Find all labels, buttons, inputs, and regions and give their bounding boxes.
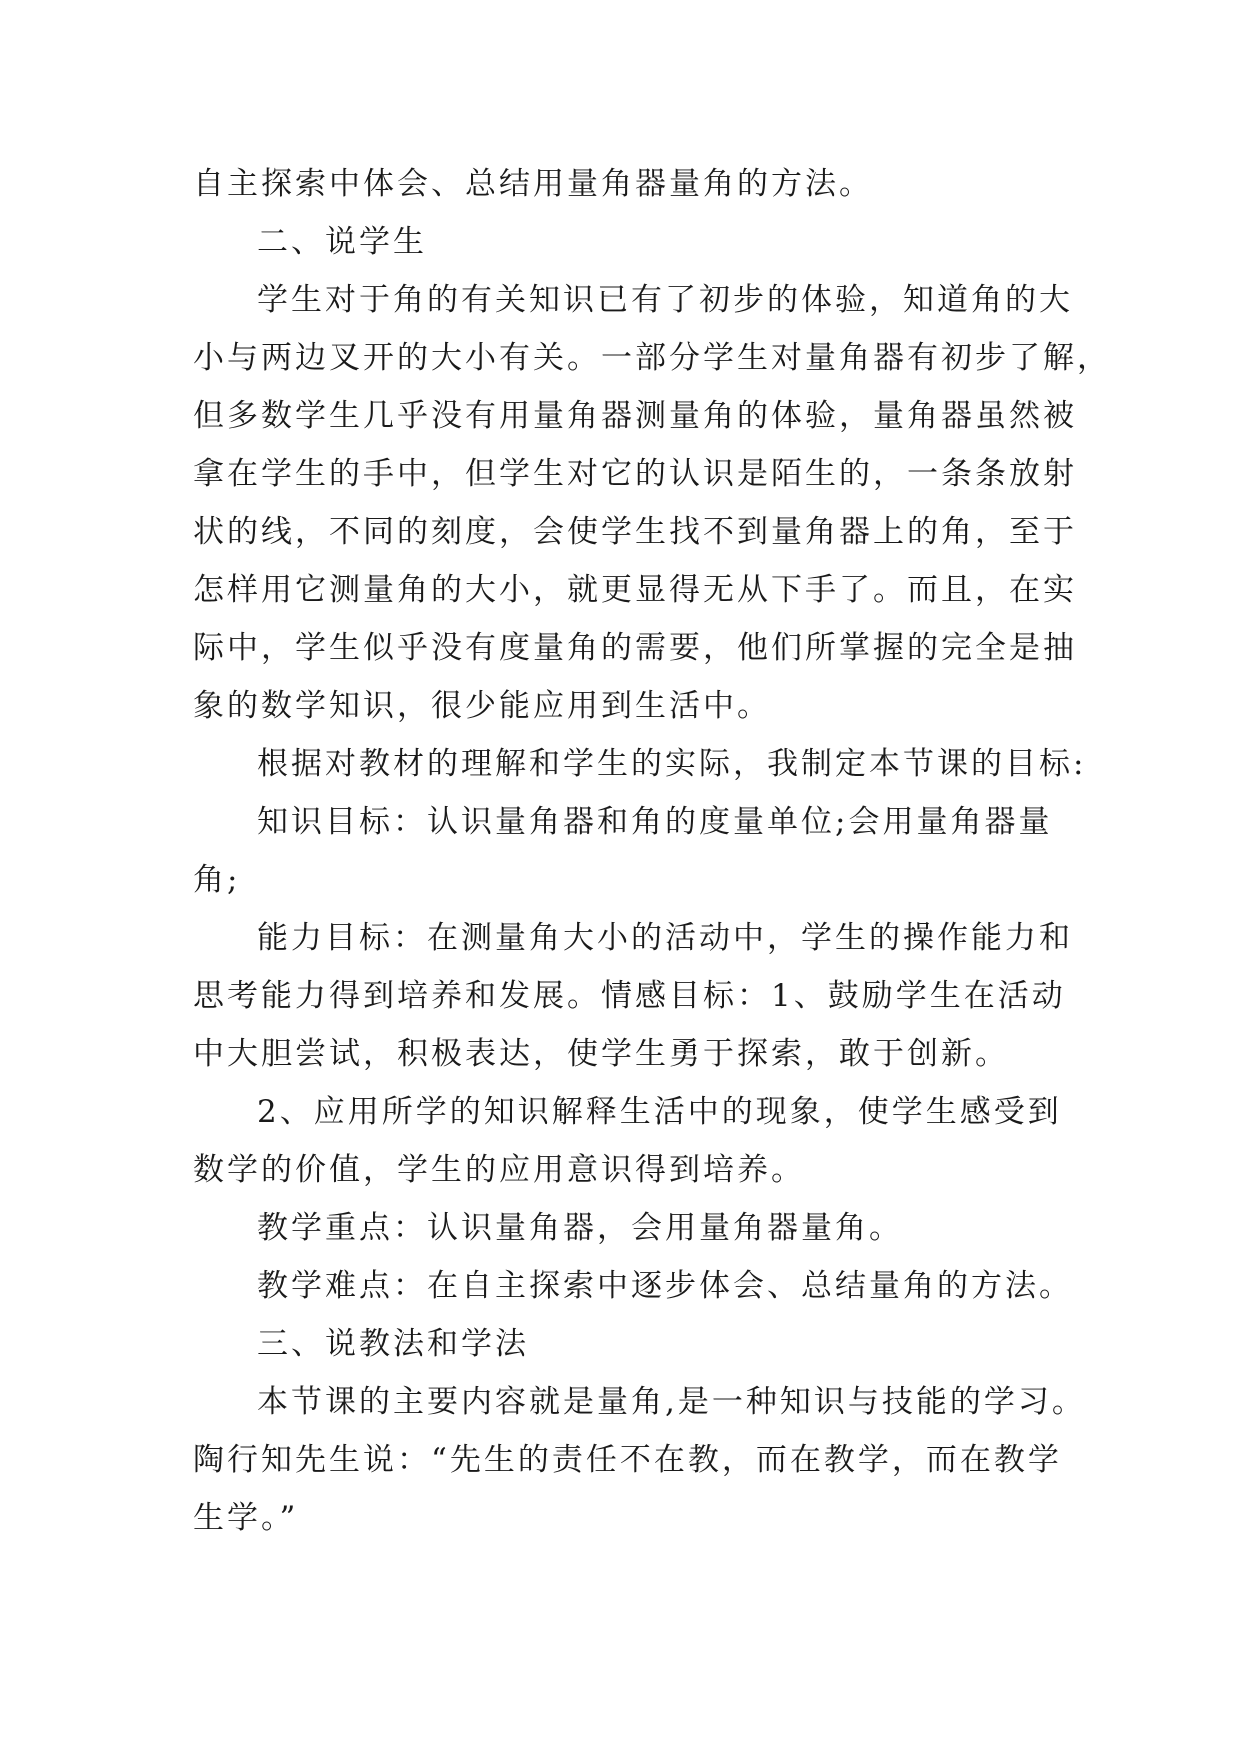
section-heading-methods: 三、说教法和学法 xyxy=(257,1326,529,1362)
text-line-7: 状的线，不同的刻度，会使学生找不到量角器上的角，至于 xyxy=(193,514,1077,550)
text-line-10: 象的数学知识，很少能应用到生活中。 xyxy=(193,688,771,724)
text-line-17: 2、应用所学的知识解释生活中的现象，使学生感受到 xyxy=(257,1094,1062,1130)
section-heading-students: 二、说学生 xyxy=(257,224,427,260)
text-line-22: 本节课的主要内容就是量角,是一种知识与技能的学习。 xyxy=(257,1384,1086,1420)
difficulty-line: 教学难点：在自主探索中逐步体会、总结量角的方法。 xyxy=(257,1268,1073,1304)
text-line-23: 陶行知先生说：“先生的责任不在教，而在教学，而在教学 xyxy=(193,1442,1062,1478)
text-line-11: 根据对教材的理解和学生的实际，我制定本节课的目标: xyxy=(257,746,1087,782)
document-body xyxy=(193,155,1111,1547)
text-line-6: 拿在学生的手中，但学生对它的认识是陌生的，一条条放射 xyxy=(193,456,1077,492)
key-point-line: 教学重点：认识量角器，会用量角器量角。 xyxy=(257,1210,903,1246)
text-line-8: 怎样用它测量角的大小，就更显得无从下手了。而且，在实 xyxy=(193,572,1077,608)
knowledge-goal-line: 知识目标：认识量角器和角的度量单位;会用量角器量 xyxy=(257,804,1053,840)
text-line-16: 中大胆尝试，积极表达，使学生勇于探索，敢于创新。 xyxy=(193,1036,1009,1072)
text-line-15: 思考能力得到培养和发展。情感目标：1、鼓励学生在活动 xyxy=(193,978,1066,1014)
text-line-24: 生学。” xyxy=(193,1500,299,1536)
text-line-4: 小与两边叉开的大小有关。一部分学生对量角器有初步了解， xyxy=(193,340,1111,376)
ability-goal-line: 能力目标：在测量角大小的活动中，学生的操作能力和 xyxy=(257,920,1073,956)
text-line-9: 际中，学生似乎没有度量角的需要，他们所掌握的完全是抽 xyxy=(193,630,1077,666)
text-line-5: 但多数学生几乎没有用量角器测量角的体验，量角器虽然被 xyxy=(193,398,1077,434)
text-line-3: 学生对于角的有关知识已有了初步的体验，知道角的大 xyxy=(257,282,1073,318)
text-line-18: 数学的价值，学生的应用意识得到培养。 xyxy=(193,1152,805,1188)
text-line-1: 自主探索中体会、总结用量角器量角的方法。 xyxy=(193,166,873,202)
text-line-13: 角; xyxy=(193,862,241,898)
